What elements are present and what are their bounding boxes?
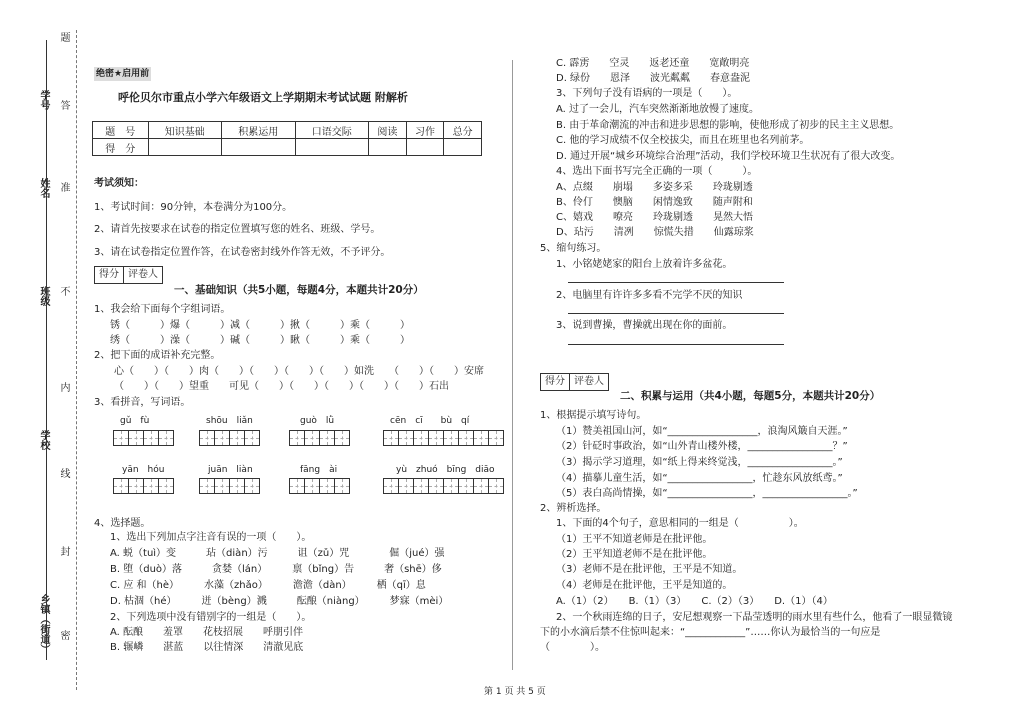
q5-item: 1、小铭姥姥家的阳台上放着许多盆花。: [556, 259, 733, 270]
q2-row: （ ）（ ）望重 可见（ ）（ ）（ ）（ ）（ ）石出: [114, 381, 449, 392]
s2-q2-option: （1）王平不知道老师是在批评他。: [556, 534, 713, 545]
township-label: 乡镇（街道）: [38, 594, 49, 654]
score-header-cell: 习作: [406, 122, 444, 139]
grader-box: [540, 373, 609, 391]
writing-grid[interactable]: [114, 430, 174, 446]
q2-row: 心（ ）（ ）肉（ ）（ ）（ ）（ ）如洗 （ ）（ ）安席: [114, 366, 484, 377]
notice-item: 1、考试时间：90分钟，本卷满分为100分。: [94, 202, 293, 213]
score-cell[interactable]: [444, 139, 482, 156]
q1-row: 绣（ ）澡（ ）碱（ ）瞅（ ）乘（ ）: [110, 335, 410, 346]
notice-item: 3、请在试卷指定位置作答，在试卷密封线外作答无效，不予评分。: [94, 247, 391, 258]
s2-q2-option: （4）老师是在批评他，王平是知道的。: [556, 580, 733, 591]
s2-q2-2-text: 下的小水滴后禁不住惊叫起来：“____________”……你认为最恰当的一句应是: [540, 627, 881, 638]
binding-underline: [46, 40, 48, 660]
s2-q1-item: （4）描摹儿童生活，如“_________________，忙趁东风放纸鸢。”: [556, 473, 843, 484]
writing-grid[interactable]: [114, 478, 174, 494]
q4-option: C、嬉戏 嘹亮 玲珑剔透 晃然大悟: [556, 212, 753, 223]
q4-option: A. 蜕（tuì）变 玷（diàn）污 诅（zǔ）咒 倔（jué）强: [110, 548, 445, 559]
q4-option: C. 应 和（hè） 水藻（zhǎo） 澹澹（dàn） 栖（qī）息: [110, 580, 426, 591]
score-cell[interactable]: [222, 139, 295, 156]
q3-text: 3、看拼音，写词语。: [94, 397, 191, 408]
pinyin-label: gǔ fù: [120, 416, 150, 426]
grader-score-label: 得分: [541, 374, 570, 390]
q4-option: D. 绿份 恩泽 波光粼粼 春意盎泥: [556, 73, 751, 84]
school-label: 学校: [38, 430, 49, 450]
binding-text-answer: 答: [58, 100, 69, 110]
pinyin-label: guò lǜ: [300, 416, 335, 426]
q5-item: 3、说到曹操，曹操就出现在你的面前。: [556, 320, 733, 331]
score-header-cell: 知识基础: [148, 122, 221, 139]
score-header-cell: 阅读: [369, 122, 407, 139]
q4-option: A. 过了一会儿，汽车突然渐渐地放慢了速度。: [556, 104, 760, 115]
binding-text-line: 线: [58, 468, 69, 478]
s2-q1-item: （2）针砭时事政治，如“山外青山楼外楼，_________________？”: [556, 441, 848, 452]
score-table: [92, 121, 482, 156]
s2-q1-item: （1）赞美祖国山河，如“__________________，浪淘风簸自天涯。”: [556, 426, 848, 437]
binding-line: [76, 30, 77, 690]
class-label: 班级: [38, 286, 49, 306]
name-label: 姓名: [38, 178, 49, 198]
answer-line[interactable]: [568, 344, 784, 345]
q4-option: C. 他的学习成绩不仅全校拔尖，而且在班里也名列前茅。: [556, 135, 810, 146]
notice-item: 2、请首先按要求在试卷的指定位置填写您的姓名、班级、学号。: [94, 224, 381, 235]
q4-3-text: 3、下列句子没有语病的一项是（ ）。: [556, 88, 738, 99]
pinyin-label: fāng ài: [300, 465, 338, 475]
column-divider: [512, 60, 513, 670]
q5-item: 2、电脑里有许许多多看不完学不厌的知识: [556, 290, 743, 301]
pinyin-label: cēn cī bù qí: [390, 416, 470, 426]
score-header-cell: 积累运用: [222, 122, 295, 139]
pinyin-label: shōu liǎn: [206, 416, 253, 426]
s2-q1-item: （5）表白高尚情操，如“_________________，_________________。”: [556, 488, 858, 499]
score-cell[interactable]: [148, 139, 221, 156]
q4-option: B. 由于革命潮流的冲击和进步思想的影响，使他形成了初步的民主主义思想。: [556, 120, 900, 131]
grader-person-label: 评卷人: [128, 269, 158, 280]
s2-q2-text: 2、辨析选择。: [540, 503, 607, 514]
binding-text-no: 准: [58, 182, 69, 192]
q4-option: B. 堕（duò）落 贪婪（lán） 禀（bǐng）告 奢（shē）侈: [110, 564, 442, 575]
s2-q2-1-text: 1、下面的4个句子，意思相同的一组是（ ）。: [556, 518, 804, 529]
q4-option: D. 通过开展“城乡环境综合治理”活动，我们学校环境卫生状况有了很大改变。: [556, 151, 901, 162]
writing-grid[interactable]: [290, 478, 350, 494]
writing-grid[interactable]: [200, 430, 260, 446]
q4-option: C. 霹雳 空灵 返老还童 宽敞明亮: [556, 58, 750, 69]
page-title: 呼伦贝尔市重点小学六年级语文上学期期末考试试题 附解析: [118, 91, 408, 104]
q1-row: 锈（ ）爆（ ）减（ ）揪（ ）乘（ ）: [110, 320, 410, 331]
q4-option: A、点缀 崩塌 多姿多采 玲珑剔透: [556, 182, 753, 193]
q4-option: B. 辗嶙 湛蓝 以往情深 清澈见底: [110, 642, 304, 653]
binding-text-not: 不: [58, 286, 69, 296]
q4-2-text: 2、下列选项中没有错别字的一组是（ ）。: [110, 612, 312, 623]
s2-q1-item: （3）揭示学习道理，如“纸上得来终觉浅，_________________。”: [556, 457, 843, 468]
writing-grid[interactable]: [200, 478, 260, 494]
score-row-label: 得 分: [93, 139, 149, 156]
writing-grid[interactable]: [384, 430, 504, 446]
q4-text: 4、选择题。: [94, 518, 151, 529]
s2-q2-choices: A.（1）（2） B.（1）（3） C.（2）（3） D.（1）（4）: [556, 596, 833, 607]
s2-q2-2-text: （ ）。: [540, 642, 605, 653]
student-number-label: 学号: [38, 90, 49, 110]
q4-option: D. 枯涸（hé） 迸（bèng）溅 酝酿（niàng） 梦寐（mèi）: [110, 596, 449, 607]
writing-grid[interactable]: [290, 430, 350, 446]
q4-4-text: 4、选出下面书写完全正确的一项（ ）。: [556, 166, 758, 177]
q4-option: D、玷污 清冽 惊慌失措 仙露琼浆: [556, 227, 754, 238]
pinyin-label: yù zhuó bīng diāo: [396, 465, 495, 475]
s2-q1-text: 1、根据提示填写诗句。: [540, 410, 647, 421]
binding-text-seal2: 密: [58, 630, 69, 640]
answer-line[interactable]: [568, 282, 784, 283]
score-header-cell: 口语交际: [295, 122, 368, 139]
score-cell[interactable]: [295, 139, 368, 156]
score-header-cell: 题 号: [93, 122, 149, 139]
q1-text: 1、我会给下面每个字组词语。: [94, 304, 231, 315]
grader-score-label: 得分: [95, 267, 124, 283]
grader-box: [94, 266, 163, 284]
q2-text: 2、把下面的成语补充完整。: [94, 350, 221, 361]
secret-badge: 绝密★启用前: [96, 69, 150, 79]
q5-text: 5、缩句练习。: [540, 243, 607, 254]
q4-option: A. 酝酿 羞罩 花枝招展 呼朋引伴: [110, 627, 304, 638]
answer-line[interactable]: [568, 313, 784, 314]
score-header-cell: 总分: [444, 122, 482, 139]
section1-heading: 一、基础知识（共5小题，每题4分，本题共计20分）: [174, 284, 424, 296]
grader-person-label: 评卷人: [574, 376, 604, 387]
pinyin-label: yān hóu: [122, 465, 165, 475]
s2-q2-2-text: 2、一个秋雨连绵的日子，安尼想观察一下晶莹透明的雨水里有些什么，他看了一眼显微镜: [556, 612, 953, 623]
binding-text-title: 题: [58, 32, 69, 42]
binding-text-seal: 封: [58, 546, 69, 556]
page-footer: 第 1 页 共 5 页: [484, 687, 546, 697]
s2-q2-option: （2）王平知道老师不是在批评他。: [556, 549, 713, 560]
score-cell[interactable]: [406, 139, 444, 156]
section2-heading: 二、积累与运用（共4小题，每题5分，本题共计20分）: [620, 390, 881, 402]
binding-text-inner: 内: [58, 382, 69, 392]
notice-heading: 考试须知：: [94, 178, 144, 189]
q4-option: B、伶仃 懊脑 闲情逸致 随声附和: [556, 197, 753, 208]
writing-grid[interactable]: [384, 478, 504, 494]
q4-1-text: 1、选出下列加点字注音有误的一项（ ）。: [110, 532, 312, 543]
pinyin-label: juān liàn: [208, 465, 253, 475]
score-cell[interactable]: [369, 139, 407, 156]
s2-q2-option: （3）老师不是在批评他，王平是不知道。: [556, 564, 743, 575]
